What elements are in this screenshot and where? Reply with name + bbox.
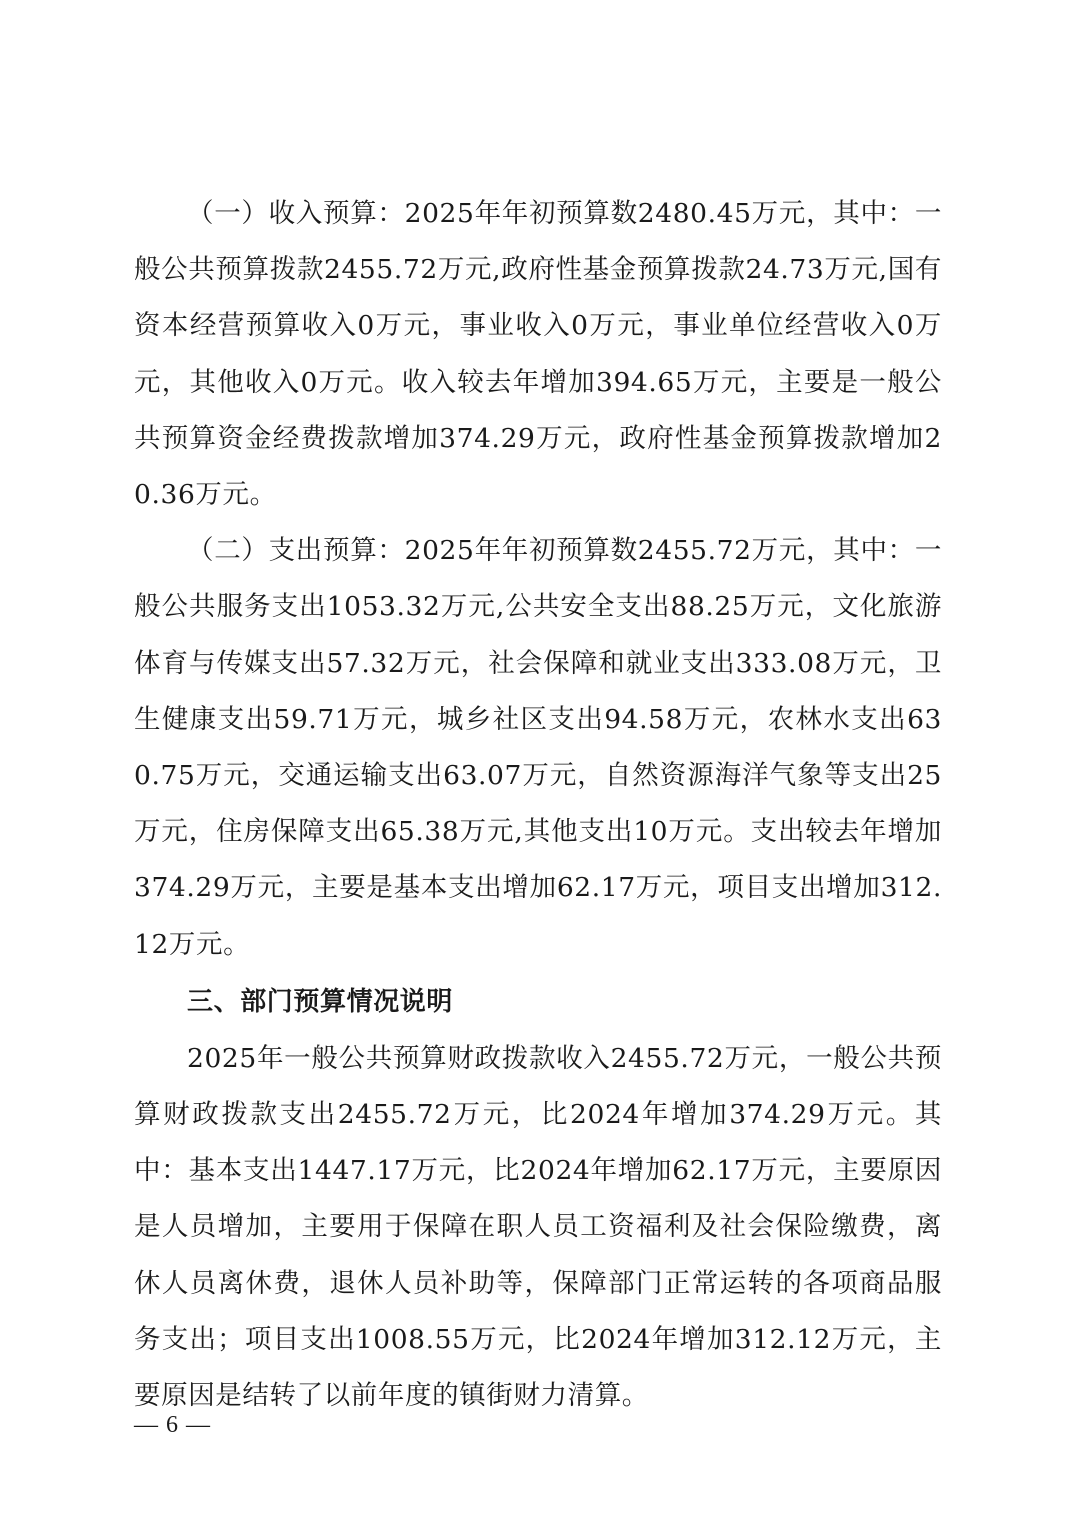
department-budget-paragraph: 2025年一般公共预算财政拨款收入2455.72万元，一般公共预算财政拨款支出2455.72万元，比2024年增加374.29万元。其中：基本支出1447.17万元，比2024年增加62.17万元，主要原因是人员增加，主要用于保障在职人员工资福利及社会保险缴费，离休人员离休费，退休人员补助等，保障部门正常运转的各项商品服务支出；项目支出1008.55万元，比2024年增加312.12万元，主要原因是结转了以前年度的镇街财力清算。 <box>134 1042 942 1412</box>
expenditure-budget-paragraph: （二）支出预算：2025年年初预算数2455.72万元，其中：一般公共服务支出1053.32万元,公共安全支出88.25万元，文化旅游体育与传媒支出57.32万元，社会保障和就业支出333.08万元，卫生健康支出59.71万元，城乡社区支出94.58万元，农林水支出630.75万元，交通运输支出63.07万元，自然资源海洋气象等支出25万元，住房保障支出65.38万元,其他支出10万元。支出较去年增加374.29万元，主要是基本支出增加62.17万元，项目支出增加312.12万元。 <box>134 535 942 960</box>
income-budget-paragraph: （一）收入预算：2025年年初预算数2480.45万元，其中：一般公共预算拨款2455.72万元,政府性基金预算拨款24.73万元,国有资本经营预算收入0万元，事业收入0万元，事业单位经营收入0万元，其他收入0万元。收入较去年增加394.65万元，主要是一般公共预算资金经费拨款增加374.29万元，政府性基金预算拨款增加20.36万元。 <box>134 198 942 511</box>
document-body <box>134 186 942 1424</box>
page-number: — 6 — <box>134 1412 211 1438</box>
section-heading: 三、部门预算情况说明 <box>187 986 454 1017</box>
